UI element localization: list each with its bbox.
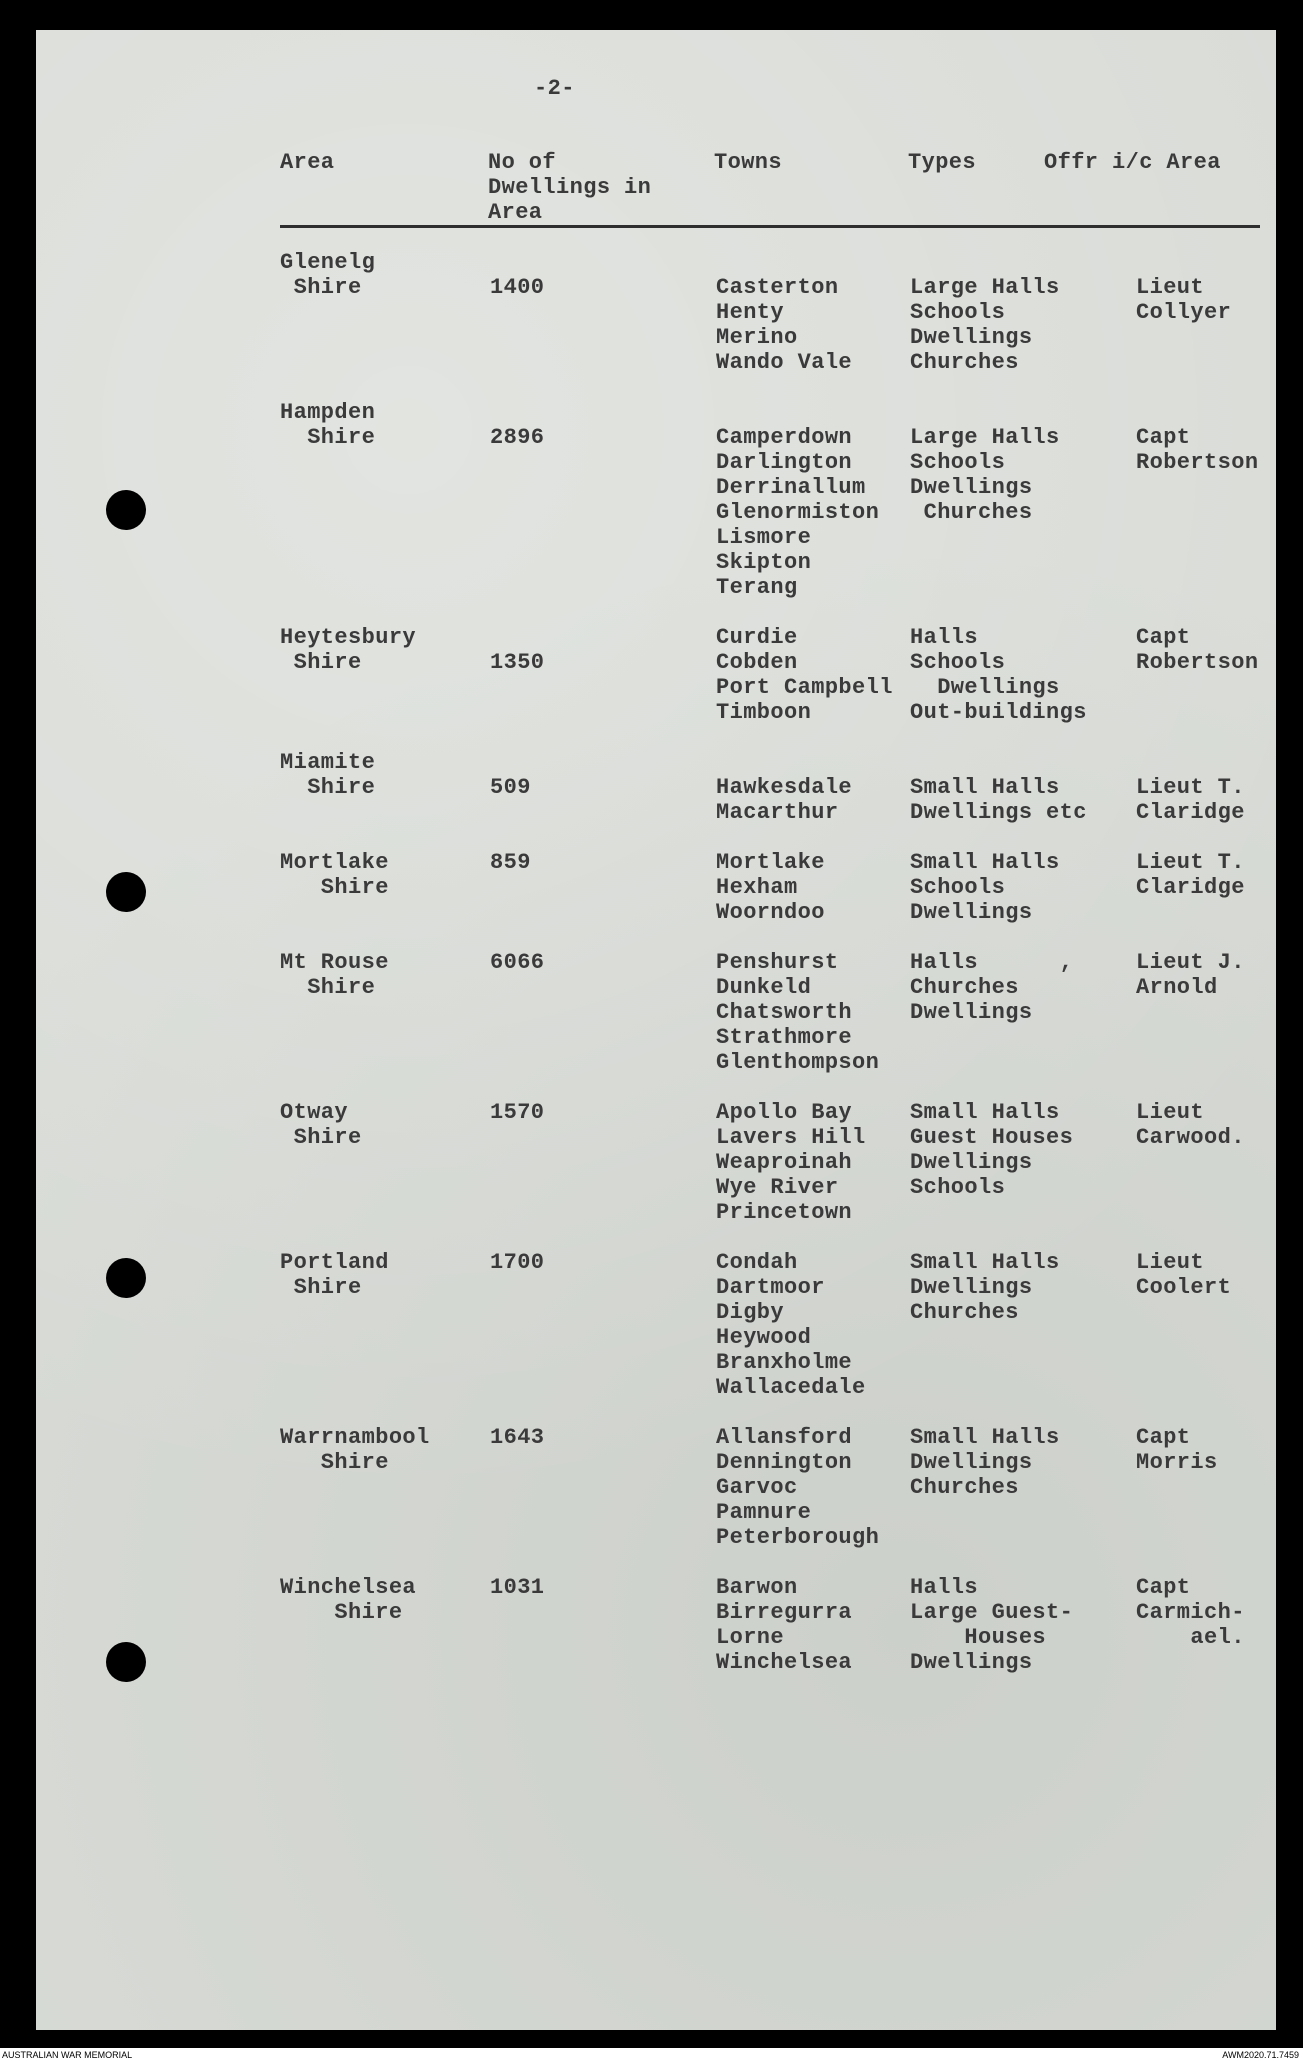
row-officer: Capt Robertson — [1136, 625, 1259, 675]
row-area: Portland Shire — [280, 1250, 389, 1300]
header-area: Area — [280, 150, 335, 175]
row-area: Warrnambool Shire — [280, 1425, 430, 1475]
row-types: Small Halls Guest Houses Dwellings Schools — [910, 1100, 1074, 1200]
row-dwellings: 859 — [490, 850, 531, 875]
row-officer: Capt Carmich- ael. — [1136, 1575, 1245, 1650]
row-area: Mt Rouse Shire — [280, 950, 389, 1000]
row-officer: Lieut Coolert — [1136, 1250, 1232, 1300]
row-towns: Hawkesdale Macarthur — [716, 775, 853, 825]
row-towns: Camperdown Darlington Derrinallum Glenormiston Lismore Skipton Terang — [716, 425, 880, 600]
row-dwellings: 1031 — [490, 1575, 545, 1600]
row-officer: Lieut T. Claridge — [1136, 775, 1245, 825]
row-dwellings: 1700 — [490, 1250, 545, 1275]
row-dwellings: 6066 — [490, 950, 545, 975]
punch-hole — [106, 1258, 146, 1298]
row-types: Large Halls Schools Dwellings Churches — [910, 425, 1060, 525]
header-officer: Offr i/c Area — [1044, 150, 1221, 175]
row-towns: Barwon Birregurra Lorne Winchelsea — [716, 1575, 853, 1675]
row-towns: Condah Dartmoor Digby Heywood Branxholme Wallacedale — [716, 1250, 866, 1400]
row-area: Mortlake Shire — [280, 850, 389, 900]
row-towns: Allansford Dennington Garvoc Pamnure Peterborough — [716, 1425, 880, 1550]
row-types: Large Halls Schools Dwellings Churches — [910, 275, 1060, 375]
footer-institution: AUSTRALIAN WAR MEMORIAL — [2, 2050, 133, 2060]
header-rule — [280, 225, 1260, 228]
row-dwellings: 509 — [490, 775, 531, 800]
row-officer: Lieut Carwood. — [1136, 1100, 1245, 1150]
row-types: Halls , Churches Dwellings — [910, 950, 1074, 1025]
row-area: Hampden Shire — [280, 400, 376, 450]
row-officer: Lieut J. Arnold — [1136, 950, 1245, 1000]
row-dwellings: 2896 — [490, 425, 545, 450]
row-officer: Lieut T. Claridge — [1136, 850, 1245, 900]
header-types: Types — [908, 150, 977, 175]
row-towns: Mortlake Hexham Woorndoo — [716, 850, 825, 925]
footer-accession-number: AWM2020.71.7459 — [1222, 2050, 1299, 2060]
row-dwellings: 1350 — [490, 650, 545, 675]
row-towns: Casterton Henty Merino Wando Vale — [716, 275, 853, 375]
row-towns: Apollo Bay Lavers Hill Weaproinah Wye River Princetown — [716, 1100, 866, 1225]
row-dwellings: 1400 — [490, 275, 545, 300]
punch-hole — [106, 490, 146, 530]
row-area: Winchelsea Shire — [280, 1575, 417, 1625]
row-types: Small Halls Dwellings Churches — [910, 1425, 1060, 1500]
row-area: Heytesbury Shire — [280, 625, 417, 675]
header-dwellings: No of Dwellings in Area — [488, 150, 652, 225]
row-area: Miamite Shire — [280, 750, 376, 800]
row-area: Otway Shire — [280, 1100, 362, 1150]
row-dwellings: 1643 — [490, 1425, 545, 1450]
row-officer: Capt Morris — [1136, 1425, 1218, 1475]
page-number: -2- — [534, 76, 575, 101]
row-towns: Penshurst Dunkeld Chatsworth Strathmore Glenthompson — [716, 950, 880, 1075]
row-types: Halls Schools Dwellings Out-buildings — [910, 625, 1087, 725]
header-towns: Towns — [714, 150, 783, 175]
punch-hole — [106, 872, 146, 912]
row-types: Halls Large Guest- Houses Dwellings — [910, 1575, 1074, 1675]
row-towns: Curdie Cobden Port Campbell Timboon — [716, 625, 893, 725]
row-officer: Capt Robertson — [1136, 425, 1259, 475]
row-types: Small Halls Dwellings etc — [910, 775, 1087, 825]
row-dwellings: 1570 — [490, 1100, 545, 1125]
row-area: Glenelg Shire — [280, 250, 376, 300]
row-types: Small Halls Schools Dwellings — [910, 850, 1060, 925]
document-page — [36, 30, 1276, 2030]
row-officer: Lieut Collyer — [1136, 275, 1232, 325]
punch-hole — [106, 1642, 146, 1682]
row-types: Small Halls Dwellings Churches — [910, 1250, 1060, 1325]
